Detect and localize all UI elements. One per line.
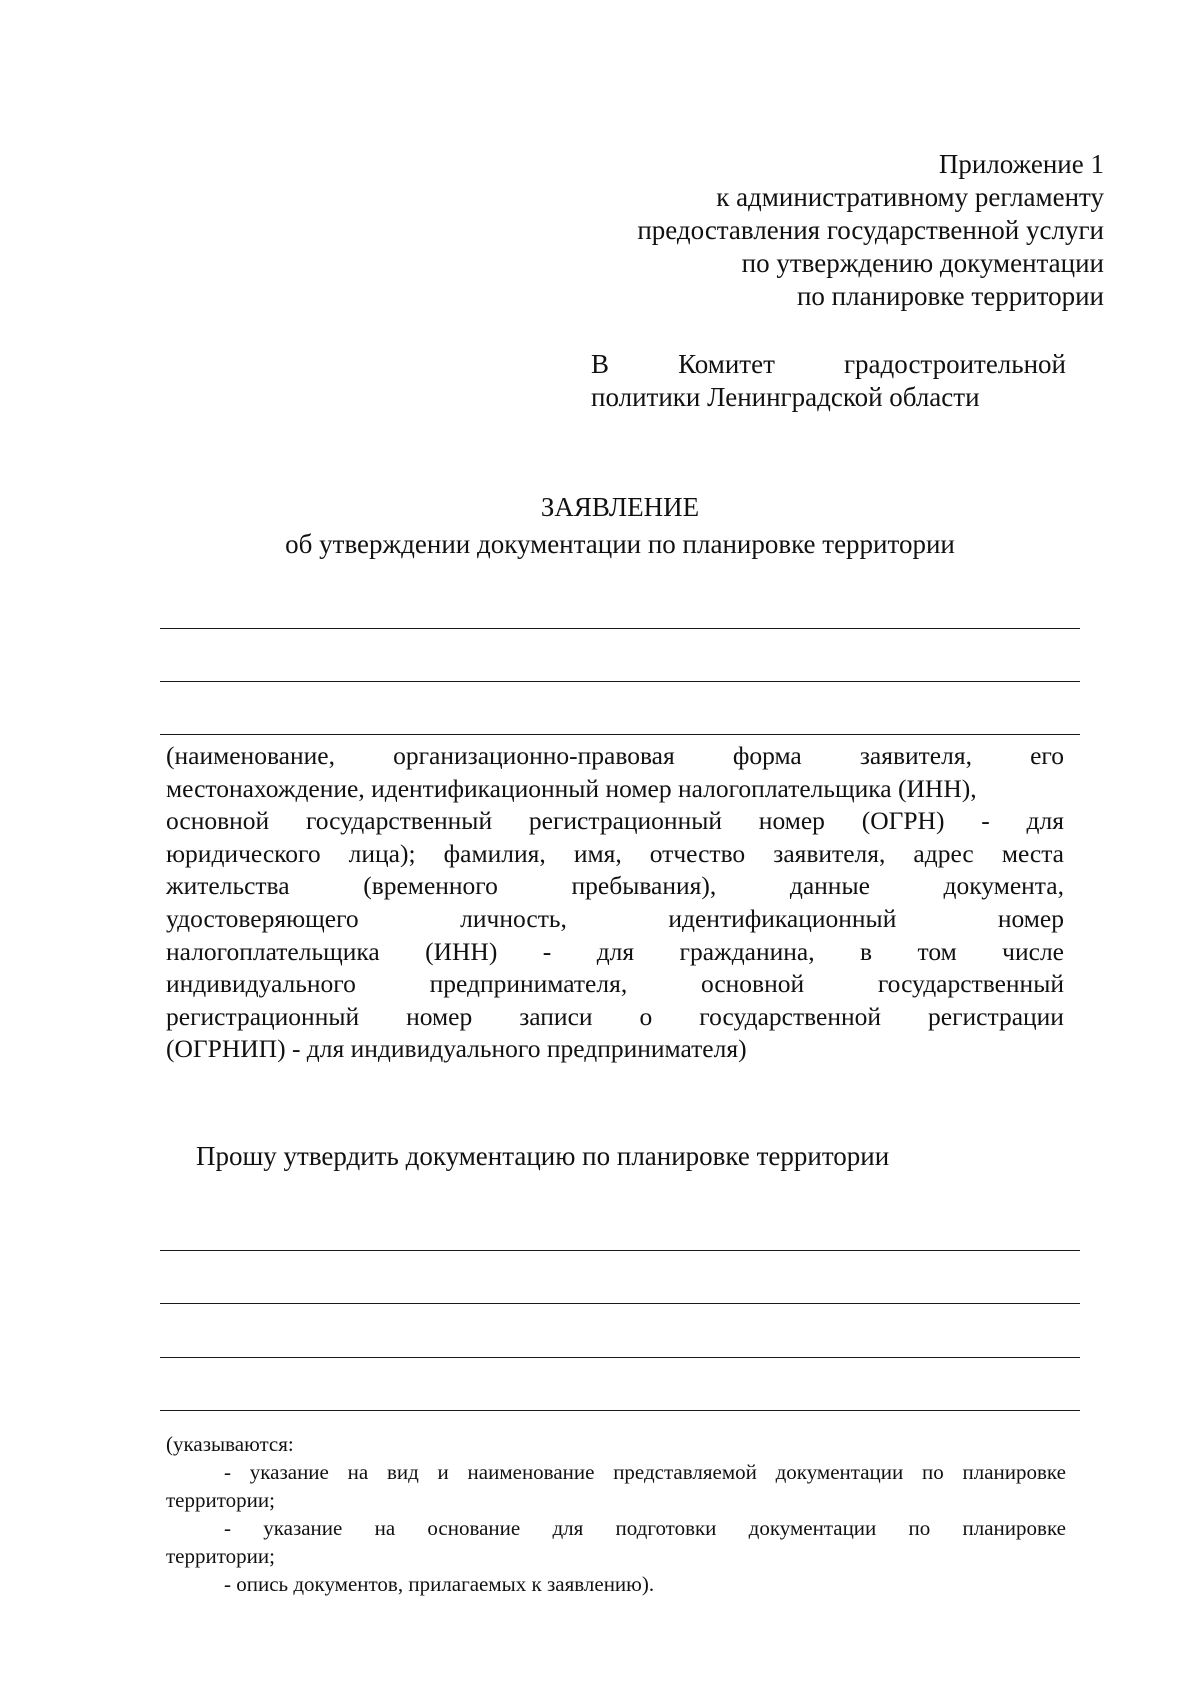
caption-word: форма <box>732 741 802 770</box>
caption-word: юридического <box>166 838 321 868</box>
notes-item-3: - опись документов, прилагаемых к заявлению). <box>224 1572 655 1596</box>
caption-word: (ИНН) <box>425 936 498 966</box>
note-word: по <box>908 1516 931 1540</box>
addressee-word: В <box>591 349 610 379</box>
request-fill-line-2[interactable] <box>160 1303 1080 1304</box>
caption-word: предпринимателя, <box>429 969 628 999</box>
applicant-caption <box>166 740 1064 1066</box>
caption-line <box>166 805 1064 838</box>
caption-word: государственный <box>305 806 493 836</box>
caption-word: номер <box>406 1001 473 1031</box>
note-word: - <box>224 1460 231 1484</box>
note-word: планировке <box>962 1516 1066 1540</box>
request-fill-line-1[interactable] <box>160 1250 1080 1251</box>
request-text: Прошу утвердить документацию по планировке территории <box>196 1141 890 1171</box>
caption-word: (временного <box>363 871 498 901</box>
title-heading: ЗАЯВЛЕНИЕ <box>540 492 700 522</box>
note-word: представляемой <box>613 1460 757 1484</box>
caption-word: номер <box>997 903 1064 933</box>
caption-line <box>166 968 1064 1001</box>
caption-word: - <box>542 936 552 966</box>
applicant-fill-line-3[interactable] <box>160 734 1080 735</box>
caption-word: заявителя, <box>773 838 886 868</box>
request-fill-line-4[interactable] <box>160 1410 1080 1411</box>
caption-word: его <box>1030 741 1064 770</box>
caption-word: (наименование, <box>166 741 335 770</box>
caption-word: документа, <box>943 871 1064 901</box>
note-word: планировке <box>962 1460 1066 1484</box>
caption-word: (ОГРНИП) - для индивидуального предпринимателя) <box>166 1034 747 1064</box>
caption-line <box>166 740 1064 773</box>
caption-word: личность, <box>460 903 567 933</box>
appendix-line: по утверждению документации <box>741 248 1104 278</box>
note-word: основание <box>427 1516 521 1540</box>
caption-line <box>166 773 1064 806</box>
caption-word: лица); <box>348 838 416 868</box>
note-word: наименование <box>467 1460 595 1484</box>
note-word: указание <box>249 1460 329 1484</box>
caption-word: гражданина, <box>679 936 815 966</box>
note-word: на <box>374 1516 396 1540</box>
notes-item-1-cont: территории; <box>166 1488 275 1512</box>
caption-line <box>166 936 1064 969</box>
caption-word: идентификационный <box>668 903 897 933</box>
caption-word: регистрации <box>928 1001 1064 1031</box>
appendix-line: к административному регламенту <box>716 182 1104 212</box>
caption-word: номер <box>758 806 825 836</box>
caption-word: регистрационный <box>166 1001 360 1031</box>
addressee-word: градостроительной <box>843 349 1066 379</box>
caption-line <box>166 870 1064 903</box>
caption-word: (ОГРН) <box>861 806 945 836</box>
notes-intro: (указываются: <box>166 1432 294 1456</box>
caption-word: регистрационный <box>528 806 723 836</box>
caption-word: организационно-правовая <box>393 741 675 770</box>
caption-word: для <box>1026 806 1064 836</box>
appendix-line: Приложение 1 <box>938 149 1104 179</box>
addressee-word: Комитет <box>678 349 775 379</box>
caption-line <box>166 903 1064 936</box>
note-word: - <box>224 1516 231 1540</box>
caption-word: заявителя, <box>859 741 972 770</box>
applicant-fill-line-2[interactable] <box>160 681 1080 682</box>
applicant-fill-line-1[interactable] <box>160 628 1080 629</box>
appendix-line: по планировке территории <box>796 281 1104 311</box>
appendix-header <box>544 148 1104 313</box>
caption-word: для <box>596 936 635 966</box>
addressee-block <box>591 348 1066 414</box>
notes-block <box>166 1418 1066 1598</box>
caption-word: места <box>1001 838 1064 868</box>
caption-word: налогоплательщика <box>166 936 380 966</box>
caption-word: фамилия, <box>443 838 546 868</box>
caption-word: удостоверяющего <box>166 903 359 933</box>
note-word: вид <box>386 1460 419 1484</box>
caption-word: местонахождение, идентификационный номер налогоплательщика (ИНН), <box>166 773 977 803</box>
notes-item-1 <box>166 1458 1066 1486</box>
caption-word: данные <box>789 871 870 901</box>
note-word: указание <box>263 1516 343 1540</box>
addressee-line-2: политики Ленинградской области <box>591 382 980 412</box>
caption-word: государственный <box>877 969 1064 999</box>
note-word: на <box>347 1460 369 1484</box>
caption-word: отчество <box>649 838 746 868</box>
caption-word: пребывания), <box>571 871 717 901</box>
caption-line <box>166 838 1064 871</box>
caption-word: числе <box>1002 936 1064 966</box>
caption-word: основной <box>166 806 270 836</box>
caption-word: о <box>639 1001 653 1031</box>
caption-line <box>166 1001 1064 1034</box>
caption-word: адрес <box>913 838 974 868</box>
note-word: подготовки <box>615 1516 717 1540</box>
title-subheading: об утверждении документации по планировке территории <box>285 529 955 559</box>
caption-word: государственной <box>699 1001 882 1031</box>
note-word: и <box>437 1460 449 1484</box>
caption-word: том <box>917 936 957 966</box>
document-title <box>160 489 1080 563</box>
notes-item-2-cont: территории; <box>166 1544 275 1568</box>
addressee-line-1 <box>591 348 1066 381</box>
caption-word: - <box>981 806 990 836</box>
note-word: документации <box>775 1460 904 1484</box>
notes-item-2 <box>166 1514 1066 1542</box>
caption-word: в <box>860 936 873 966</box>
note-word: для <box>552 1516 584 1540</box>
caption-word: жительства <box>166 871 290 901</box>
note-word: документации <box>748 1516 877 1540</box>
appendix-line: предоставления государственной услуги <box>637 215 1104 245</box>
caption-word: основной <box>700 969 805 999</box>
request-fill-line-3[interactable] <box>160 1357 1080 1358</box>
caption-word: индивидуального <box>166 969 356 999</box>
caption-word: записи <box>519 1001 593 1031</box>
caption-word: имя, <box>573 838 622 868</box>
note-word: по <box>922 1460 944 1484</box>
caption-line <box>166 1033 1064 1066</box>
